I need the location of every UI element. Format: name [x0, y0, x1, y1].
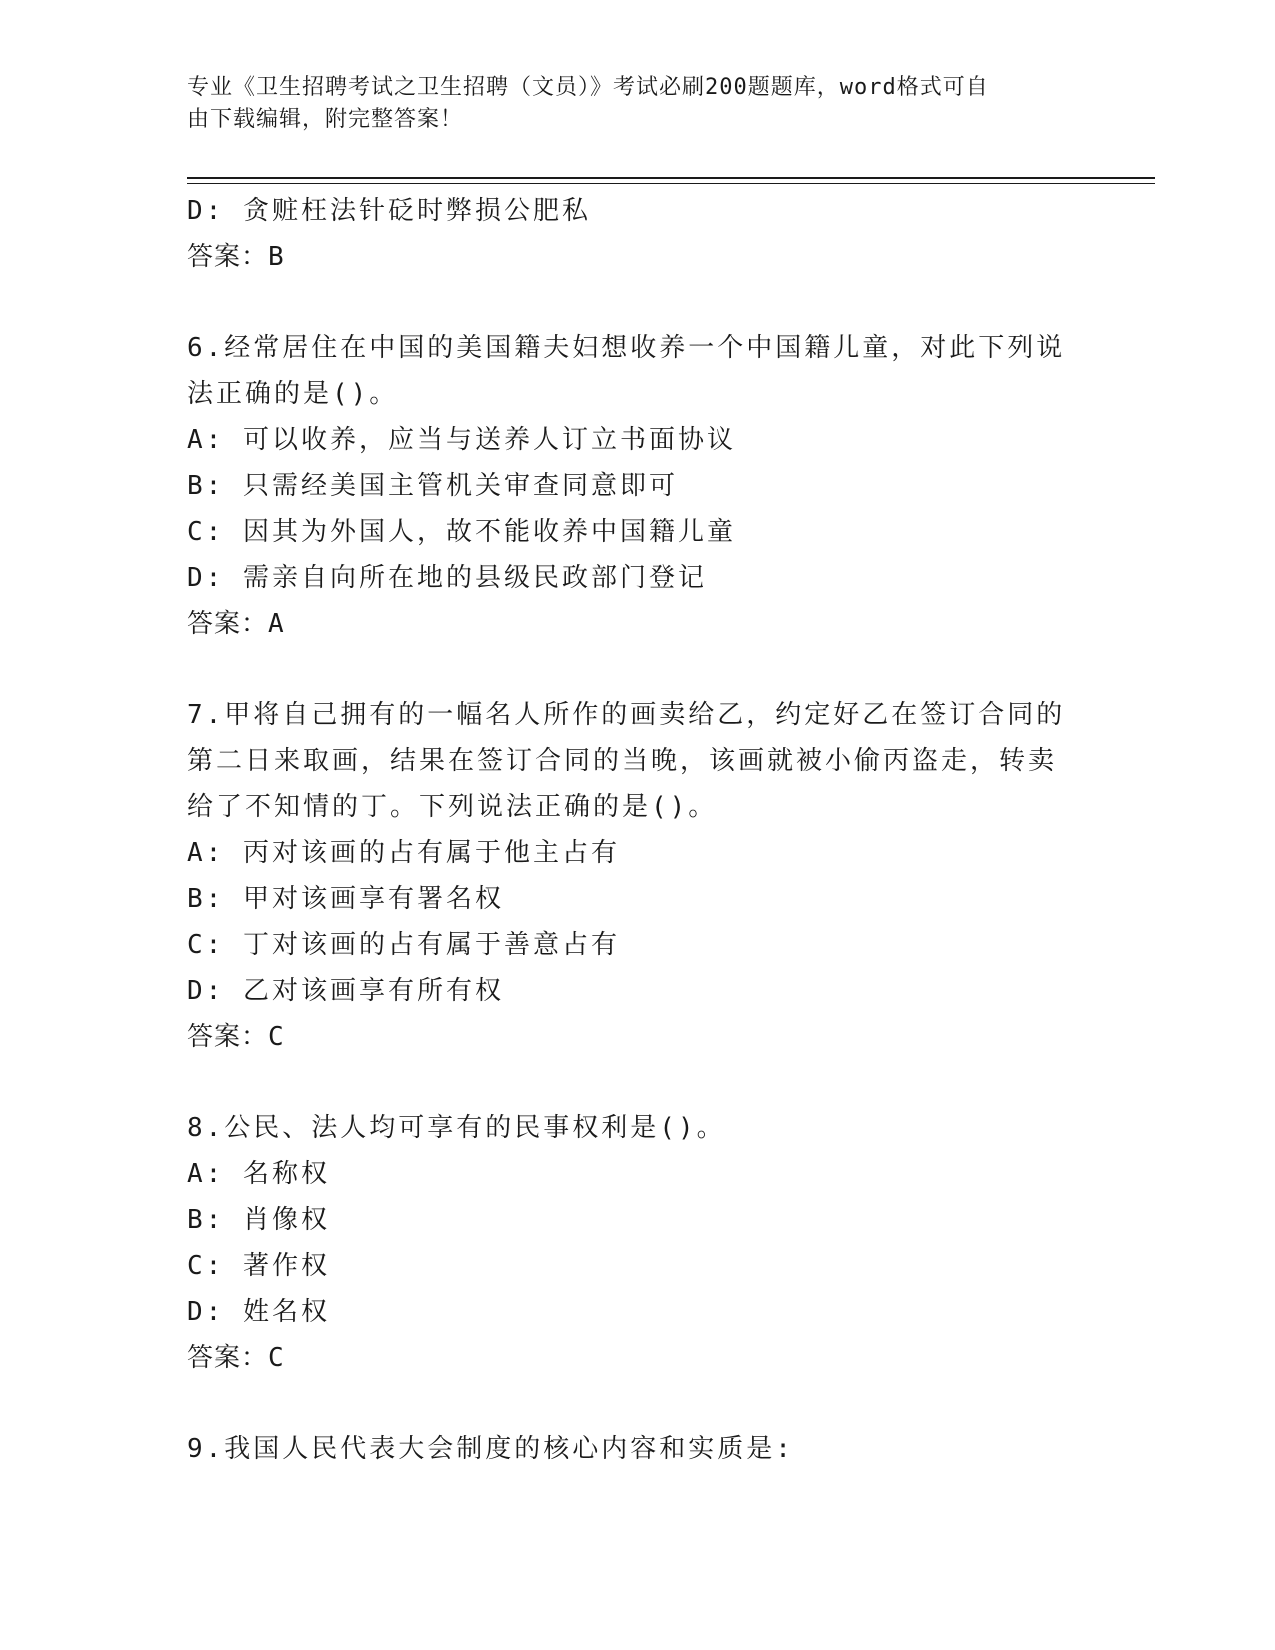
- question-stem: 给了不知情的丁。下列说法正确的是()。: [187, 792, 718, 822]
- answer-line: [187, 601, 1067, 647]
- option-a: A: 可以收养，应当与送养人订立书面协议: [187, 425, 736, 455]
- option-d: D: 需亲自向所在地的县级民政部门登记: [187, 563, 707, 593]
- answer-label: 答案：: [187, 1343, 269, 1373]
- question-block: [187, 325, 1067, 647]
- question-block: [187, 1105, 1067, 1381]
- header-title-line-2: 由下载编辑，附完整答案！: [187, 107, 464, 132]
- option-a: A: 丙对该画的占有属于他主占有: [187, 838, 620, 868]
- question-stem: 第二日来取画，结果在签订合同的当晚，该画就被小偷丙盗走，转卖: [187, 746, 1058, 776]
- option-b: B: 只需经美国主管机关审查同意即可: [187, 471, 678, 501]
- question-stem: 6.经常居住在中国的美国籍夫妇想收养一个中国籍儿童，对此下列说: [187, 333, 1066, 363]
- question-stem: 7.甲将自己拥有的一幅名人所作的画卖给乙，约定好乙在签订合同的: [187, 700, 1066, 730]
- answer-label: 答案：: [187, 242, 269, 272]
- option-b: B: 肖像权: [187, 1205, 330, 1235]
- header-title-line-1: 专业《卫生招聘考试之卫生招聘（文员）》考试必刷200题题库，word格式可自: [187, 75, 989, 100]
- option-d: D: 乙对该画享有所有权: [187, 976, 504, 1006]
- option-d: D: 贪赃枉法针砭时弊损公肥私: [187, 196, 591, 226]
- question-block: [187, 692, 1067, 1060]
- option-c: C: 著作权: [187, 1251, 330, 1281]
- option-d: D: 姓名权: [187, 1297, 330, 1327]
- document-header: [187, 72, 1067, 136]
- question-list: [187, 188, 1067, 1472]
- answer-label: 答案：: [187, 609, 269, 639]
- answer-label: 答案：: [187, 1022, 269, 1052]
- question-block: [187, 1426, 1067, 1472]
- answer-value: A: [268, 609, 285, 639]
- header-divider-thin: [187, 183, 1155, 184]
- option-b: B: 甲对该画享有署名权: [187, 884, 504, 914]
- answer-line: [187, 1335, 1067, 1381]
- question-stem: 8.公民、法人均可享有的民事权利是()。: [187, 1113, 726, 1143]
- answer-value: B: [268, 242, 285, 272]
- answer-line: [187, 1014, 1067, 1060]
- question-stem: 9.我国人民代表大会制度的核心内容和实质是:: [187, 1434, 794, 1464]
- option-c: C: 因其为外国人，故不能收养中国籍儿童: [187, 517, 736, 547]
- option-a: A: 名称权: [187, 1159, 330, 1189]
- header-divider-thick: [187, 177, 1155, 179]
- answer-line: [187, 234, 1067, 280]
- option-c: C: 丁对该画的占有属于善意占有: [187, 930, 620, 960]
- question-stem: 法正确的是()。: [187, 379, 399, 409]
- answer-value: C: [268, 1343, 285, 1373]
- answer-value: C: [268, 1022, 285, 1052]
